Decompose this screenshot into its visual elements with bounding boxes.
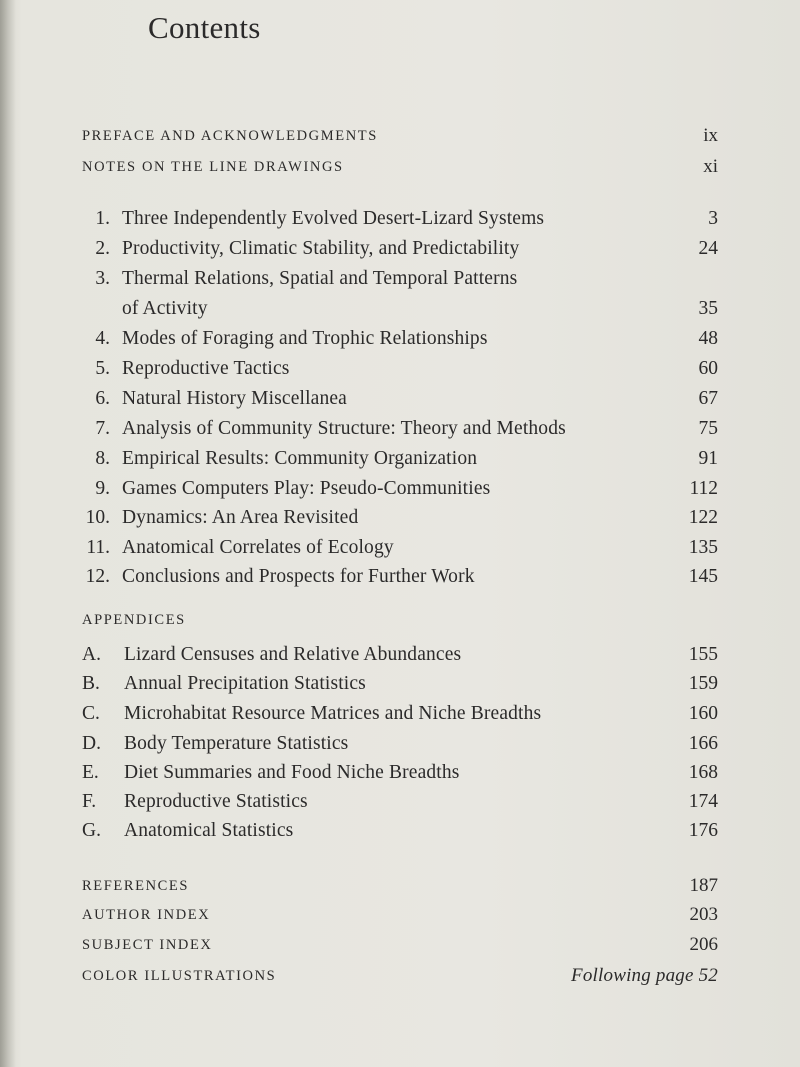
- toc-item-page: 187: [689, 875, 718, 896]
- toc-item-page: ix: [703, 125, 718, 146]
- toc-appendix-item[interactable]: [82, 762, 718, 790]
- appendix-letter: C.: [82, 703, 100, 724]
- chapter-page: 145: [688, 566, 718, 587]
- appendix-page: 159: [688, 673, 718, 694]
- chapter-page: 3: [708, 208, 718, 229]
- chapter-title: Modes of Foraging and Trophic Relationships: [122, 328, 488, 349]
- chapter-page: 122: [688, 507, 718, 528]
- toc-chapter-item[interactable]: [82, 238, 718, 266]
- toc-chapter-item[interactable]: [82, 448, 718, 476]
- appendix-letter: F.: [82, 791, 97, 812]
- toc-appendix-item[interactable]: [82, 644, 718, 672]
- toc-chapter-item[interactable]: [82, 328, 718, 356]
- chapter-number: 12.: [85, 566, 110, 587]
- appendix-title: Reproductive Statistics: [124, 791, 308, 812]
- chapter-number: 6.: [95, 388, 110, 409]
- toc-item-page: 206: [689, 934, 718, 955]
- chapter-number: 1.: [95, 208, 110, 229]
- toc-chapter-item[interactable]: [82, 208, 718, 236]
- appendix-title: Annual Precipitation Statistics: [124, 673, 366, 694]
- chapter-title: Natural History Miscellanea: [122, 388, 347, 409]
- chapter-page: 48: [698, 328, 718, 349]
- chapter-title: Reproductive Tactics: [122, 358, 290, 379]
- appendix-page: 155: [688, 644, 718, 665]
- toc-chapter-item[interactable]: [82, 566, 718, 594]
- chapter-title: Games Computers Play: Pseudo-Communities: [122, 478, 491, 499]
- appendix-letter: A.: [82, 644, 101, 665]
- page-gutter-shadow: [0, 0, 16, 1067]
- chapter-number: 11.: [86, 537, 110, 558]
- chapter-page: 135: [688, 537, 718, 558]
- appendix-page: 166: [688, 733, 718, 754]
- appendix-page: 160: [688, 703, 718, 724]
- appendix-letter: B.: [82, 673, 100, 694]
- appendix-title: Microhabitat Resource Matrices and Niche Breadths: [124, 703, 542, 724]
- appendix-page: 168: [688, 762, 718, 783]
- chapter-page: 67: [698, 388, 718, 409]
- toc-item-label: NOTES ON THE LINE DRAWINGS: [82, 159, 344, 175]
- chapter-page: 24: [698, 238, 718, 259]
- appendix-title: Diet Summaries and Food Niche Breadths: [124, 762, 460, 783]
- toc-item-page: 203: [689, 904, 718, 925]
- toc-appendix-item[interactable]: [82, 673, 718, 701]
- page-title: Contents: [148, 10, 261, 45]
- chapter-title: Anatomical Correlates of Ecology: [122, 537, 394, 558]
- chapter-number: 4.: [95, 328, 110, 349]
- appendices-heading: [82, 612, 718, 640]
- chapter-title: Analysis of Community Structure: Theory and Methods: [122, 418, 566, 439]
- toc-appendix-item[interactable]: [82, 791, 718, 819]
- chapter-number: 9.: [95, 478, 110, 499]
- chapter-title: Dynamics: An Area Revisited: [122, 507, 359, 528]
- toc-front-item[interactable]: [82, 156, 718, 187]
- chapter-page: 60: [698, 358, 718, 379]
- toc-chapter-item[interactable]: [82, 537, 718, 565]
- appendix-title: Lizard Censuses and Relative Abundances: [124, 644, 462, 665]
- toc-front-item[interactable]: [82, 125, 718, 156]
- toc-back-item[interactable]: [82, 904, 718, 935]
- toc-appendix-item[interactable]: [82, 820, 718, 848]
- appendix-page: 174: [688, 791, 718, 812]
- toc-item-label: PREFACE AND ACKNOWLEDGMENTS: [82, 128, 378, 144]
- toc-appendix-item[interactable]: [82, 733, 718, 761]
- chapter-title: Conclusions and Prospects for Further Work: [122, 566, 475, 587]
- chapter-title-continued: of Activity: [122, 298, 208, 319]
- toc-back-item[interactable]: [82, 875, 718, 906]
- toc-chapter-item[interactable]: [82, 507, 718, 535]
- appendix-letter: G.: [82, 820, 101, 841]
- toc-chapter-item[interactable]: [82, 388, 718, 416]
- chapter-page: 75: [698, 418, 718, 439]
- toc-back-item[interactable]: [82, 934, 718, 965]
- toc-chapter-item-continued[interactable]: [82, 298, 718, 326]
- appendix-title: Body Temperature Statistics: [124, 733, 349, 754]
- chapter-page: 91: [698, 448, 718, 469]
- chapter-number: 10.: [85, 507, 110, 528]
- toc-item-label: AUTHOR INDEX: [82, 907, 211, 923]
- toc-item-label: SUBJECT INDEX: [82, 937, 213, 953]
- toc-item-label: REFERENCES: [82, 878, 190, 894]
- appendix-letter: D.: [82, 733, 101, 754]
- appendix-letter: E.: [82, 762, 99, 783]
- toc-chapter-item[interactable]: [82, 418, 718, 446]
- toc-chapter-item[interactable]: [82, 478, 718, 506]
- toc-item-label: COLOR ILLUSTRATIONS: [82, 968, 277, 984]
- chapter-title: Productivity, Climatic Stability, and Predictability: [122, 238, 520, 259]
- chapter-number: 3.: [95, 268, 110, 289]
- toc-chapter-item[interactable]: [82, 358, 718, 386]
- chapter-number: 2.: [95, 238, 110, 259]
- toc-item-page: Following page 52: [571, 965, 718, 986]
- chapter-title: Thermal Relations, Spatial and Temporal Patterns: [122, 268, 518, 289]
- appendix-title: Anatomical Statistics: [124, 820, 294, 841]
- chapter-number: 5.: [95, 358, 110, 379]
- chapter-page: 35: [698, 298, 718, 319]
- chapter-number: 7.: [95, 418, 110, 439]
- toc-chapter-item[interactable]: [82, 268, 718, 296]
- appendices-heading-label: APPENDICES: [82, 612, 186, 628]
- chapter-title: Empirical Results: Community Organization: [122, 448, 478, 469]
- toc-item-page: xi: [703, 156, 718, 177]
- toc-appendix-item[interactable]: [82, 703, 718, 731]
- chapter-number: 8.: [95, 448, 110, 469]
- chapter-title: Three Independently Evolved Desert-Lizard Systems: [122, 208, 545, 229]
- chapter-page: 112: [689, 478, 718, 499]
- toc-back-item[interactable]: [82, 965, 718, 996]
- appendix-page: 176: [688, 820, 718, 841]
